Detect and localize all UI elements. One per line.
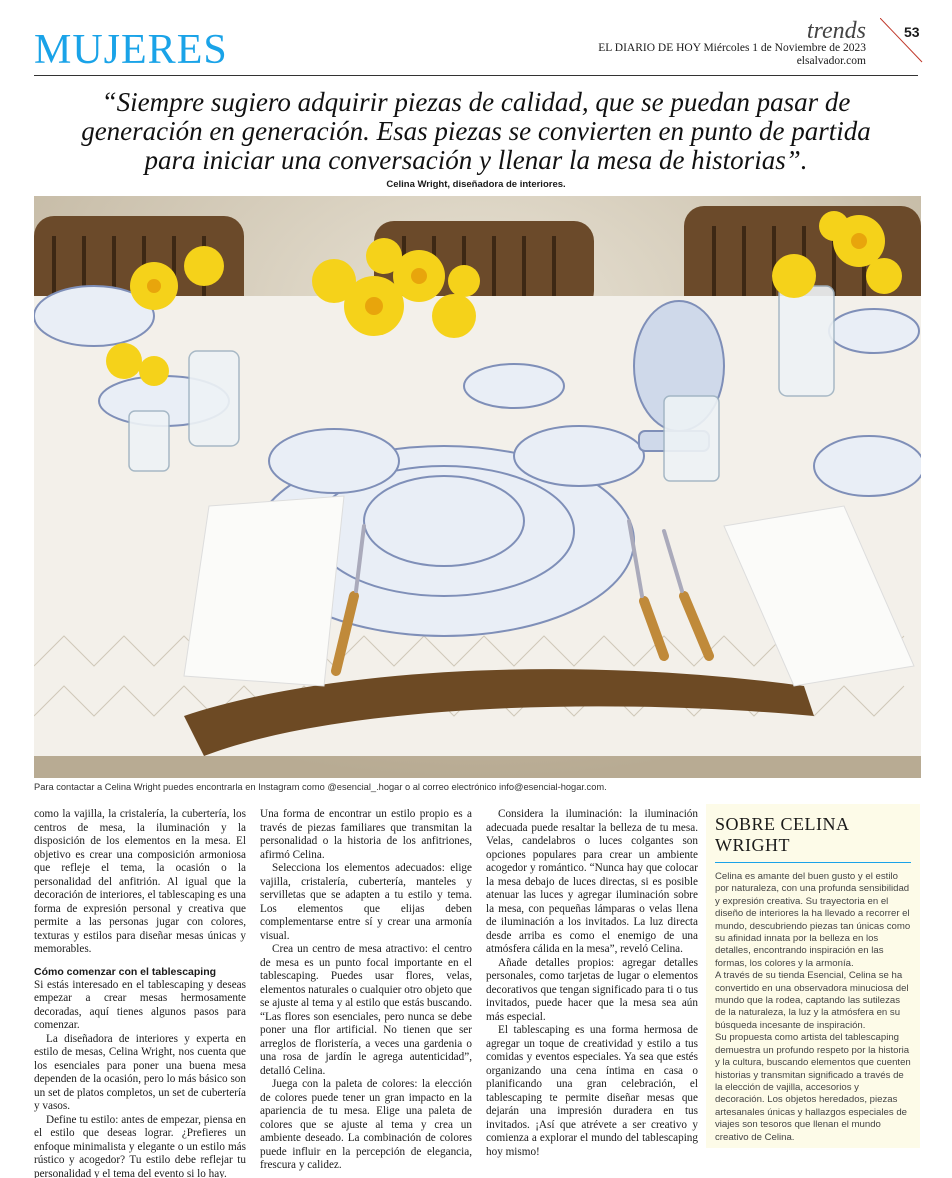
paragraph: Selecciona los elementos adecuados: elige vajilla, cristalería, cubertería, manteles y servilletas que se adapten a tu estilo y tema. Los elementos que elijas deben complementarse entre sí y crear una armonía visual. [260,862,472,942]
paragraph: Crea un centro de mesa atractivo: el centro de mesa es un punto focal importante en el tablescaping. Puedes usar flores, velas, elementos naturales o cualquier otro objeto que se ajuste al tema y al estilo que estás buscando. “Las flores son esenciales, pero nunca se debe poner una flor artificial. No tienen que ser arreglos de floristería, a veces una gardenia o una rosa de jardín le agrega autenticidad”, detalló Celina. [260,943,472,1077]
subheading: Cómo comenzar con el tablescaping [34,965,217,978]
paragraph: Añade detalles propios: agregar detalles personales, como tarjetas de lugar o elementos decorativos que tengan significado para ti o tus invitados, puede hacer que la mesa sea aún más especial. [486,956,698,1023]
photo-caption: Para contactar a Celina Wright puedes encontrarla en Instagram como @esencial_.hogar o al correo electrónico info@esencial-hogar.com. [34,782,607,792]
paragraph: Si estás interesado en el tablescaping y deseas empezar a crear mesas hermosamente decoradas, aquí tienes algunos pasos para comenzar. [34,978,246,1031]
sidebar-paragraph: Celina es amante del buen gusto y el estilo por naturaleza, con una profunda sensibilidad y expresión creativa. Su trayectoria en el diseño de interiores la ha llevado a recorrer el mundo, descubriendo piezas tan únicas como su afinidad innata por la belleza en los detalles, encontrando inspiración en las formas, los colores y la armonía. [715,871,911,969]
paragraph: como la vajilla, la cristalería, la cubertería, los centros de mesa, la iluminación y la disposición de los elementos en la mesa. El objetivo es crear una composición armoniosa que refleje el tema, la ocasión o la personalidad del anfitrión. Al igual que la decoración de interiores, el tablescaping es una forma de expresión personal y creativa que permite a las personas jugar con colores, texturas y estilos para diseñar mesas únicas y memorables. [34,808,246,955]
sidebar-box [706,804,920,1148]
sidebar-title: SOBRE CELINA WRIGHT [715,814,911,863]
pull-quote: “Siempre sugiero adquirir piezas de calidad, que se puedan pasar de generación en generación. Esas piezas se convierten en punto de partida para iniciar una conversación y llenar la mesa de historias”. [81,87,871,175]
quote-credit: Celina Wright, diseñadora de interiores. [386,179,566,190]
article-column-1 [34,808,246,1178]
sidebar-paragraph: Su propuesta como artista del tablescaping demuestra un profundo respeto por la historia y la cultura, buscando elementos que cuenten historias y transmitan significado a través de la elección de vajilla, accesorios y decoración. Los objetos heredados, piezas artesanales únicas y hallazgos especiales de viajes son tesoros que llenan el mundo creativo de Celina. [715,1032,911,1143]
article-column-3 [486,808,698,1159]
header-rule [34,75,918,76]
trends-label: trends [806,18,866,44]
website-label: elsalvador.com [796,55,866,67]
paragraph: Juega con la paleta de colores: la elección de colores puede tener un gran impacto en la apariencia de tu mesa. Elige una paleta de colores que se ajuste al tema y crea un ambiente deseado. La combinación de colores puede influir en la percepción de elegancia, frescura y calidez. [260,1078,472,1171]
paragraph: Considera la iluminación: la iluminación adecuada puede resaltar la belleza de tu mesa. Velas, candelabros o luces colgantes son opciones populares para crear un ambiente acogedor y romántico. “Nunca hay que colocar la mesa debajo de luces directas, si es posible atenuar las luces y agregar iluminación sobre la mesa, con pequeñas lámparas o velas llena de iluminación a los invitados. La luz directa desde arriba es como el enemigo de una atmósfera cálida en la mesa”, reveló Celina. [486,808,698,955]
paragraph: El tablescaping es una forma hermosa de agregar un toque de creatividad y estilo a tus comidas y eventos especiales. Ya sea que estés organizando una cena íntima en casa o planificando una gran celebración, el tablescaping te permite diseñar mesas que dejarán una impresión duradera en tus invitados. ¡Así que atrévete a ser creativo y comienza a explorar el mundo del tablescaping hoy mismo! [486,1024,698,1158]
paragraph: Define tu estilo: antes de empezar, piensa en el estilo que deseas lograr. ¿Prefieres un enfoque minimalista y elegante o un estilo más rústico y acogedor? Tu estilo debe reflejar tu personalidad y el tema del evento si lo hay. [34,1113,246,1178]
table-setting-photo [34,196,921,778]
page-number: 53 [904,24,920,40]
section-title: MUJERES [34,27,228,73]
masthead [598,20,866,68]
paragraph: Una forma de encontrar un estilo propio es a través de piezas familiares que transmitan la personalidad o la historia de los anfitriones, afirmó Celina. [260,808,472,861]
sidebar-paragraph: A través de su tienda Esencial, Celina se ha convertido en una observadora minuciosa del mundo que la rodea, captando las sutilezas de la naturaleza, la luz y la atmósfera en su búsqueda incesante de inspiración. [715,970,909,1031]
article-column-2 [260,808,472,1173]
paragraph: La diseñadora de interiores y experta en estilo de mesas, Celina Wright, nos cuenta que los esenciales para poner una buena mesa dependen de la ocasión, pero lo más básico son un set de platos completos, un set de cubertería y vasos. [34,1032,246,1112]
newspaper-dateline: EL DIARIO DE HOY Miércoles 1 de Noviembre de 2023 [598,42,866,54]
